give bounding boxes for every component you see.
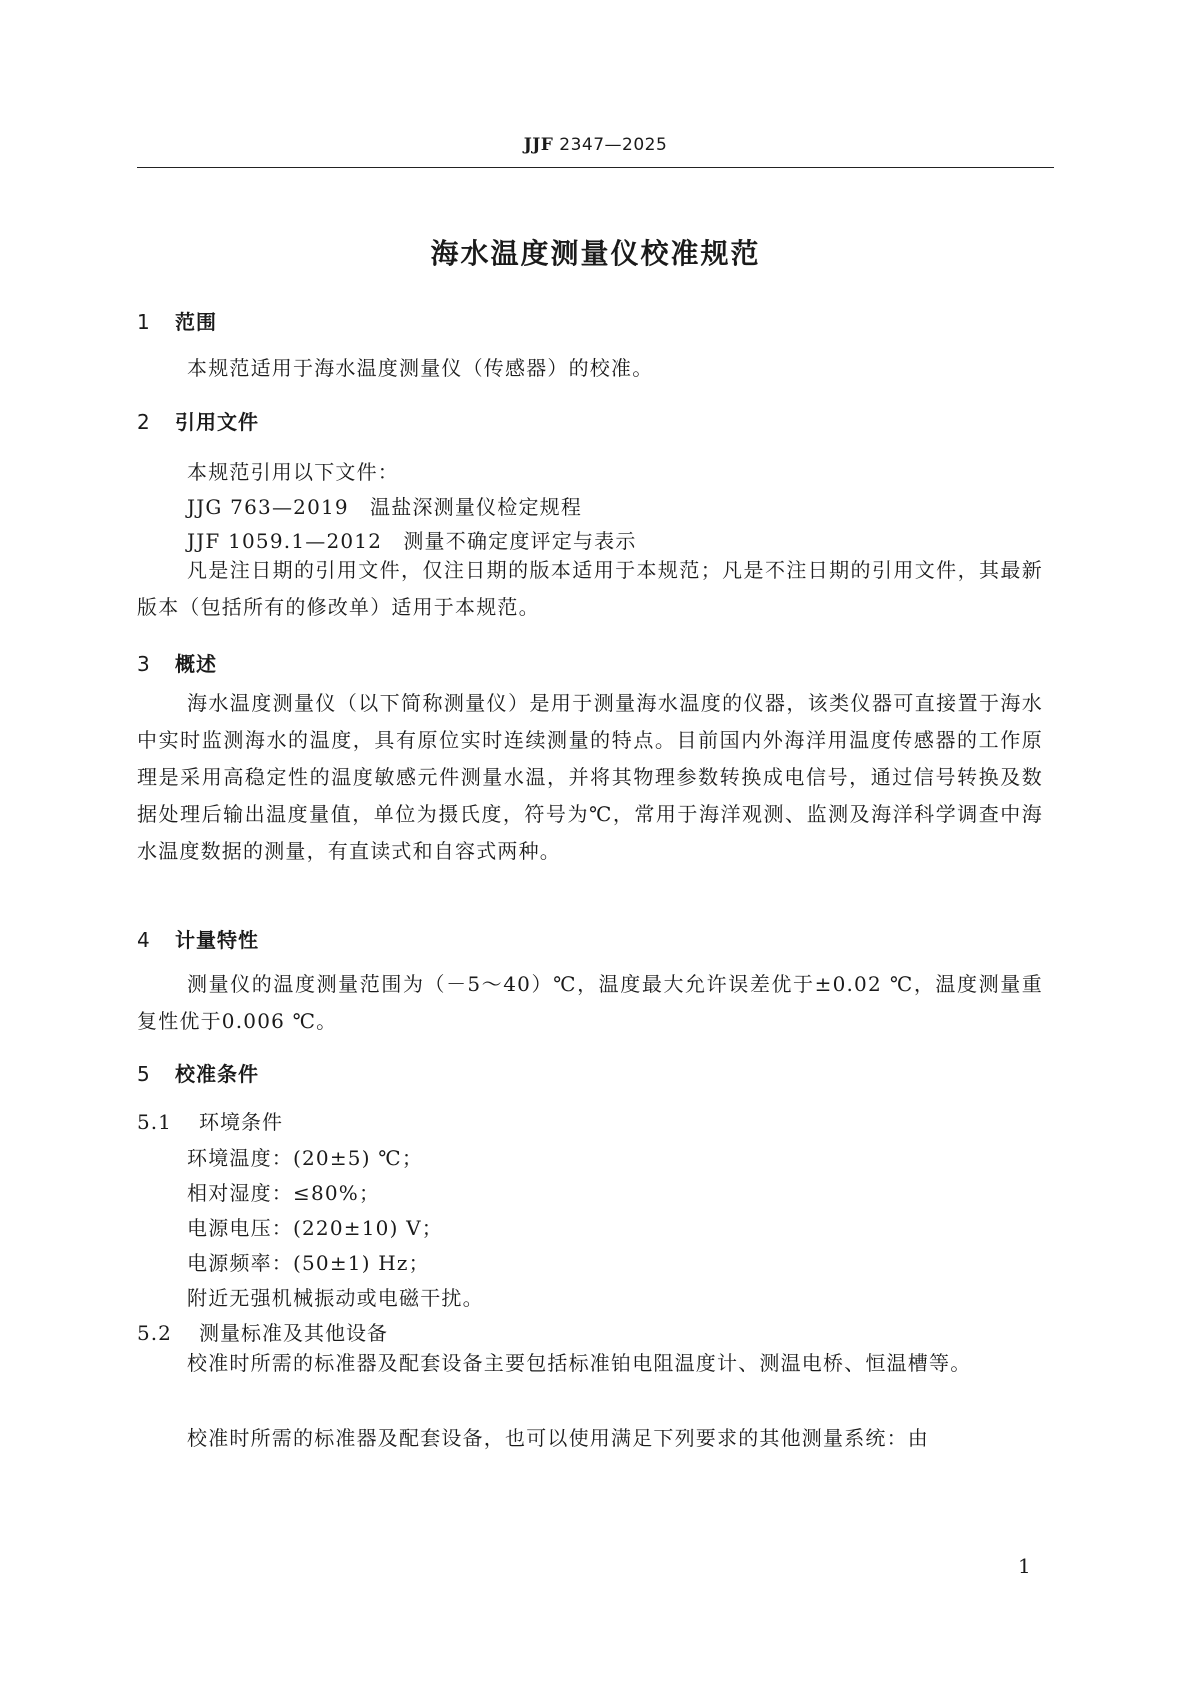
section-3-heading [137,648,217,677]
metrology-paragraph: 测量仪的温度测量范围为（－5～40）℃，温度最大允许误差优于±0.02 ℃，温度测量重复性优于0.006 ℃。 [137,972,1043,1033]
section-title: 引用文件 [175,410,259,434]
subsection-number: 5.1 [137,1110,172,1134]
environment-item: 相对湿度：≤80%； [187,1181,381,1205]
reference-item: JJG 763—2019 温盐深测量仪检定规程 [187,495,583,519]
section-number: 3 [137,652,151,676]
header-divider [137,167,1054,168]
references-intro: 本规范引用以下文件： [187,460,399,484]
subsection-title: 测量标准及其他设备 [199,1321,388,1345]
equipment-paragraph: 校准时所需的标准器及配套设备主要包括标准铂电阻温度计、测温电桥、恒温槽等。 [187,1351,972,1375]
document-code-number: 2347—2025 [553,135,668,155]
document-code-prefix: JJF [523,135,554,155]
section-title: 计量特性 [175,928,259,952]
subsection-title: 环境条件 [199,1110,283,1134]
section-number: 4 [137,928,151,952]
subsection-5-1-heading [137,1106,283,1135]
section-1-heading [137,306,217,335]
document-code [0,135,1191,155]
subsection-number: 5.2 [137,1321,172,1345]
reference-item: JJF 1059.1—2012 测量不确定度评定与表示 [187,529,637,553]
environment-item: 附近无强机械振动或电磁干扰。 [187,1286,484,1310]
section-number: 5 [137,1062,151,1086]
references-note-paragraph: 凡是注日期的引用文件，仅注日期的版本适用于本规范；凡是不注日期的引用文件，其最新版本（包括所有的修改单）适用于本规范。 [137,558,1043,619]
section-title: 概述 [175,652,217,676]
equipment-alt-paragraph: 校准时所需的标准器及配套设备，也可以使用满足下列要求的其他测量系统：由 [187,1426,929,1450]
section-number: 2 [137,410,151,434]
environment-item: 电源电压：(220±10) V； [187,1216,443,1240]
section-4-heading [137,924,259,953]
environment-item: 电源频率：(50±1) Hz； [187,1251,430,1275]
page-number: 1 [1018,1554,1031,1578]
subsection-5-2-heading [137,1317,388,1346]
section-5-heading [137,1058,259,1087]
section-number: 1 [137,310,151,334]
section-2-heading [137,406,259,435]
environment-item: 环境温度：(20±5) ℃； [187,1146,424,1170]
section-title: 范围 [175,310,217,334]
overview-paragraph: 海水温度测量仪（以下简称测量仪）是用于测量海水温度的仪器，该类仪器可直接置于海水中实时监测海水的温度，具有原位实时连续测量的特点。目前国内外海洋用温度传感器的工作原理是采用高稳定性的温度敏感元件测量水温，并将其物理参数转换成电信号，通过信号转换及数据处理后输出温度量值，单位为摄氏度，符号为℃，常用于海洋观测、监测及海洋科学调查中海水温度数据的测量，有直读式和自容式两种。 [137,691,1043,863]
section-title: 校准条件 [175,1062,259,1086]
section-1-paragraph: 本规范适用于海水温度测量仪（传感器）的校准。 [187,356,654,380]
page-title: 海水温度测量仪校准规范 [430,237,761,270]
